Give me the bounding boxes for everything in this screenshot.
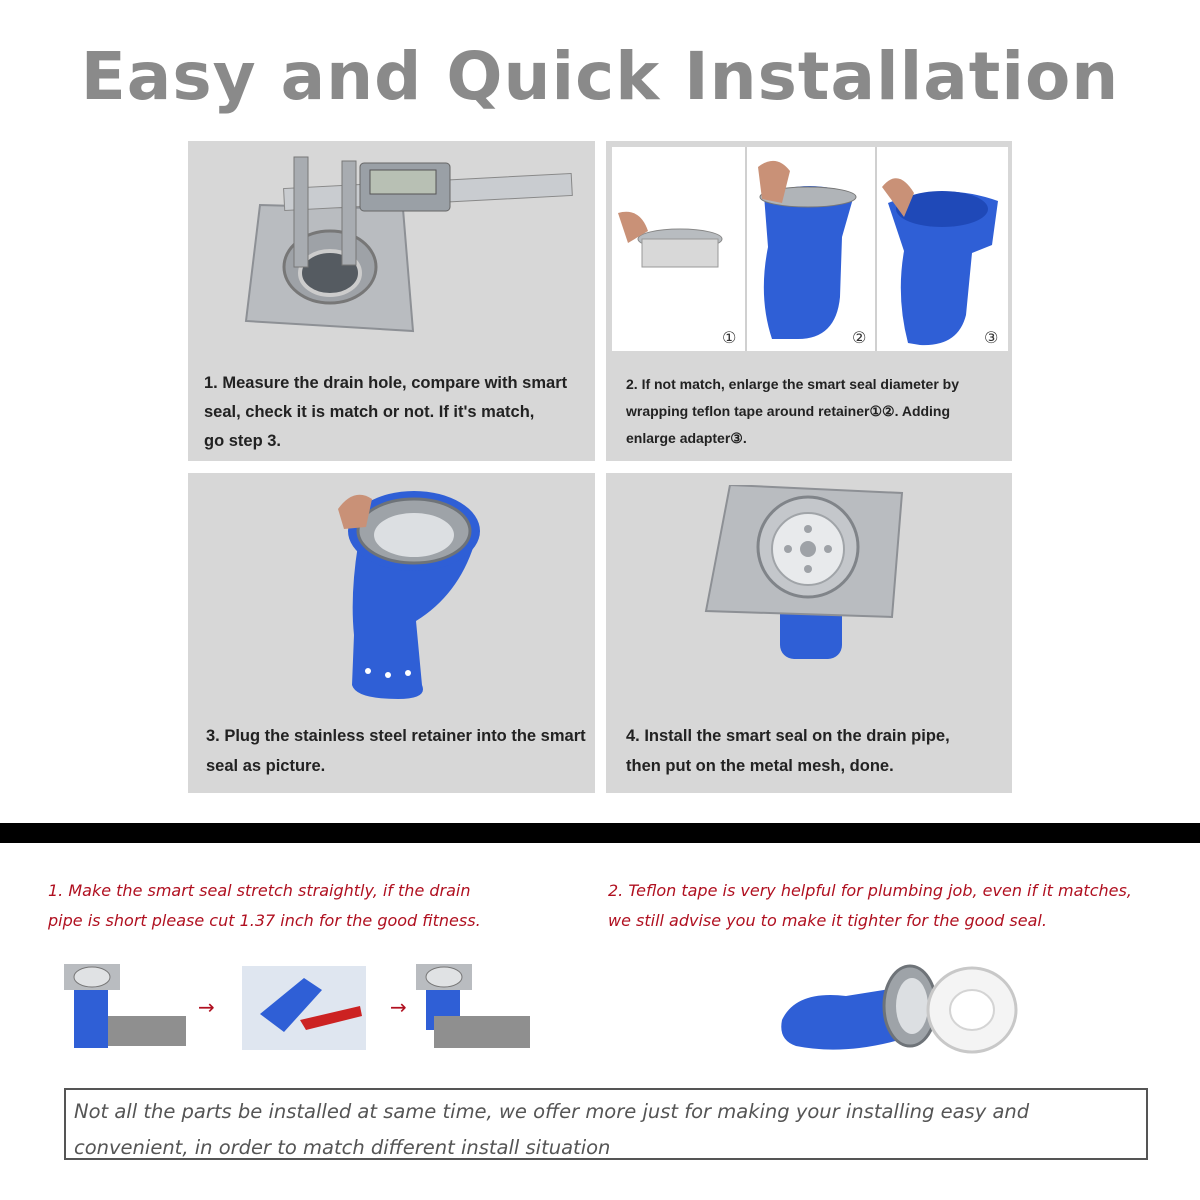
arrow-icon: → (198, 995, 215, 1019)
cut-seal-steps-image (60, 962, 535, 1054)
marker-2: ② (852, 328, 867, 347)
marker-1: ① (722, 328, 737, 347)
step-1-panel (188, 141, 595, 461)
step-4-caption: 4. Install the smart seal on the drain pipe, then put on the metal mesh, done. (626, 727, 950, 775)
section-divider (0, 823, 1200, 843)
step-2-panel (606, 141, 1012, 461)
page-title: Easy and Quick Installation (80, 38, 1120, 115)
arrow-icon: → (390, 995, 407, 1019)
tip-2-text: 2. Teflon tape is very helpful for plumbing job, even if it matches, we still advise you to make it tighter for the good seal. (608, 881, 1132, 930)
caliper-measuring-drain-image (238, 153, 578, 353)
step-3-caption: 3. Plug the stainless steel retainer into the smart seal as picture. (206, 727, 586, 775)
marker-3: ③ (984, 328, 999, 347)
step-3-panel (188, 473, 595, 793)
disclaimer-box (64, 1088, 1148, 1160)
installed-drain-image (702, 485, 952, 675)
teflon-tape-seal-image (776, 960, 1026, 1060)
step-4-panel (606, 473, 1012, 793)
teflon-tape-retainer-image (612, 147, 1008, 351)
tip-1-text: 1. Make the smart seal stretch straightly, if the drain pipe is short please cut 1.37 inch for the good fitness. (48, 881, 481, 930)
disclaimer-text: Not all the parts be installed at same time, we offer more just for making your installing easy and convenient, in order to match different install situation (74, 1100, 1030, 1159)
retainer-in-seal-image (318, 485, 498, 705)
step-2-caption: 2. If not match, enlarge the smart seal diameter by wrapping teflon tape around retainer①②. Adding enlarge adapter③. (626, 376, 959, 446)
step-1-caption: 1. Measure the drain hole, compare with smart seal, check it is match or not. If it's match, go step 3. (204, 374, 568, 450)
